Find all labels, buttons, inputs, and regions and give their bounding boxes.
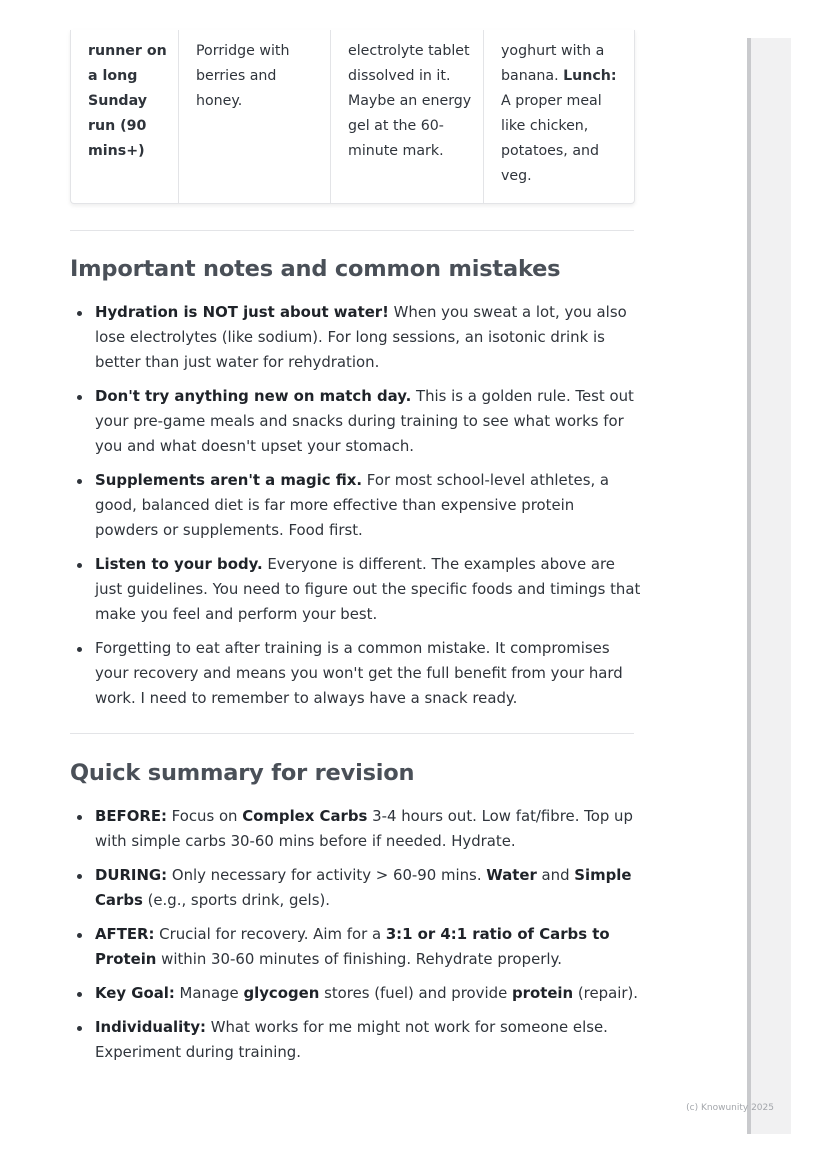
list-item: Forgetting to eat after training is a common mistake. It compromises your recovery and means you won't get the full benefit from your hard work. I need to remember to always have a snack ready. — [70, 636, 642, 711]
list-item: BEFORE: Focus on Complex Carbs 3-4 hours out. Low fat/fibre. Top up with simple carbs 30-60 mins before if needed. Hydrate. — [70, 804, 642, 854]
list-item: Don't try anything new on match day. This is a golden rule. Test out your pre-game meals and snacks during training to see what works for you and what doesn't upset your stomach. — [70, 384, 642, 459]
copyright-text: (c) Knowunity 2025 — [686, 1103, 774, 1113]
notes-list — [70, 300, 642, 720]
table-cell-before: Porridge with berries and honey. — [179, 30, 331, 203]
list-item: Hydration is NOT just about water! When you sweat a lot, you also lose electrolytes (like sodium). For long sessions, an isotonic drink is better than just water for rehydration. — [70, 300, 642, 375]
scrollbar-track[interactable] — [747, 38, 751, 1134]
summary-list — [70, 804, 642, 1074]
section-divider — [70, 733, 634, 734]
table-cell-after: yoghurt with a banana. Lunch: A proper meal like chicken, potatoes, and veg. — [501, 43, 617, 184]
nutrition-table-fragment — [70, 30, 635, 204]
section-divider — [70, 230, 634, 231]
list-item: Listen to your body. Everyone is different. The examples above are just guidelines. You need to figure out the specific foods and timings that make you feel and perform your best. — [70, 552, 642, 627]
list-item: Individuality: What works for me might not work for someone else. Experiment during training. — [70, 1015, 642, 1065]
list-item: AFTER: Crucial for recovery. Aim for a 3:1 or 4:1 ratio of Carbs to Protein within 30-60 minutes of finishing. Rehydrate properly. — [70, 922, 642, 972]
list-item: DURING: Only necessary for activity > 60-90 mins. Water and Simple Carbs (e.g., sports drink, gels). — [70, 863, 642, 913]
notes-heading: Important notes and common mistakes — [70, 256, 561, 282]
list-item: Key Goal: Manage glycogen stores (fuel) and provide protein (repair). — [70, 981, 642, 1006]
table-cell-during: electrolyte tablet dissolved in it. Maybe an energy gel at the 60-minute mark. — [331, 30, 484, 203]
list-item: Supplements aren't a magic fix. For most school-level athletes, a good, balanced diet is far more effective than expensive protein powders or supplements. Food first. — [70, 468, 642, 543]
summary-heading: Quick summary for revision — [70, 760, 415, 786]
table-cell-scenario: runner on a long Sunday run (90 mins+) — [71, 30, 179, 203]
scroll-gutter — [747, 38, 791, 1134]
